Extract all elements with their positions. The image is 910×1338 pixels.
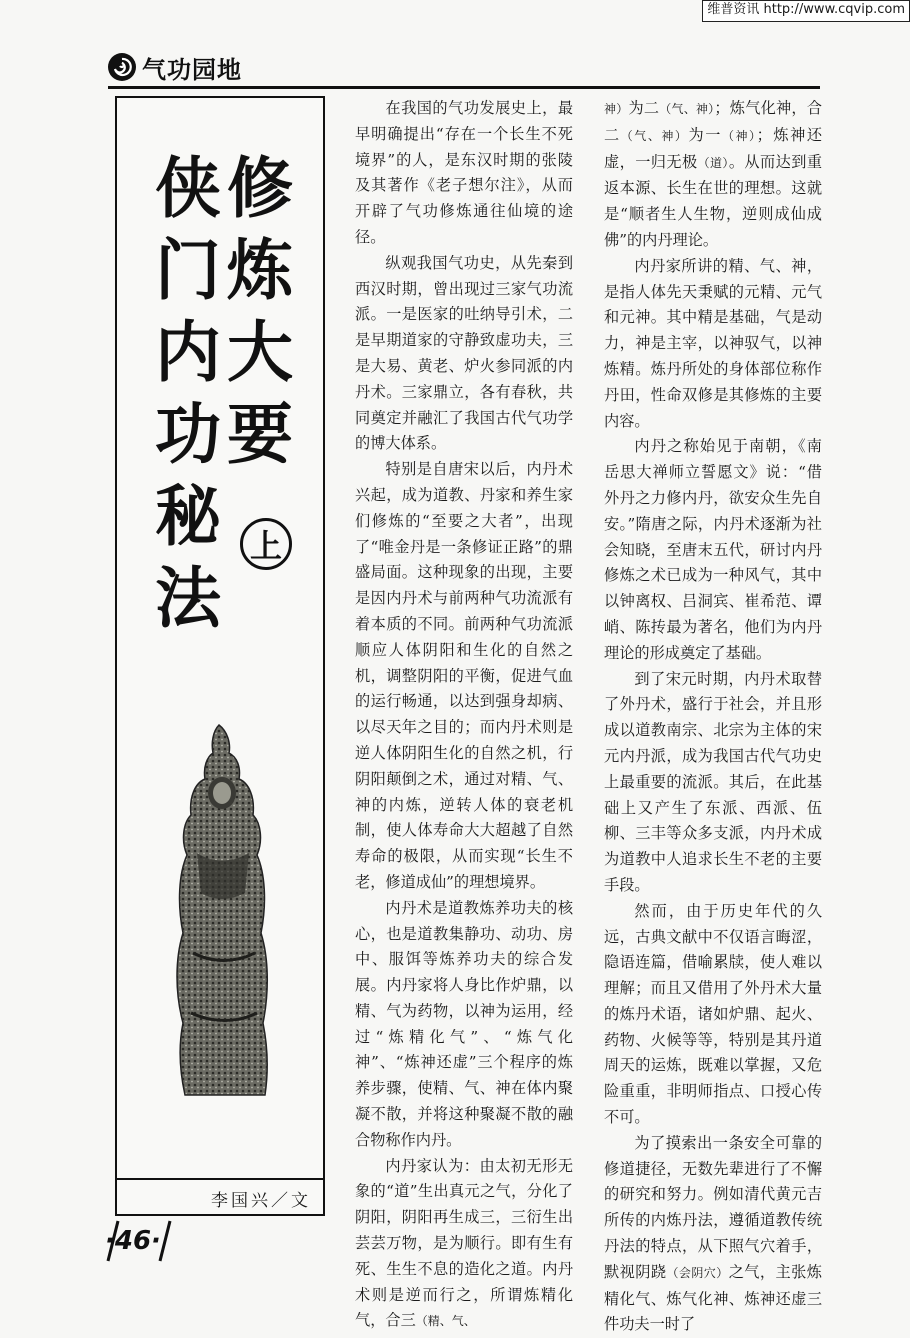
paragraph: 特别是自唐宋以后，内丹术兴起，成为道教、丹家和养生家们修炼的“至要之大者”，出现了“唯金丹是一条修证正路”的鼎盛局面。这种现象的出现，主要是因内丹术与前两种气功流派有着本质的不同。前两种气功流派顺应人体阴阳和生化的自然之机，调整阴阳的平衡，促进气血的运行畅通，以达到强身却病、以尽天年之目的；而内丹术则是逆人体阴阳生化的自然之机，行阴阳颠倒之术，通过对精、气、神的内炼，逆转人体的衰老机制，使人体寿命大大超越了自然寿命的极限，从而实现“长生不老，修道成仙”的理想境界。: [355, 460, 573, 891]
text-run: 内丹家认为：由太初无形无象的“道”生出真元之气，分化了阴阳，阴阳再生成三，三衍生出芸芸万物，是为顺行。即有生有死、生生不息的造化之道。内丹术则是逆而行之，所谓炼精化气，合三: [355, 1156, 573, 1330]
taoist-statue-image: [157, 723, 287, 1098]
title-char: 法: [155, 560, 221, 637]
annotation: （气、神）: [659, 102, 715, 116]
paragraph: 在我国的气功发展史上，最早明确提出“存在一个长生不死境界”的人，是东汉时期的张陵及其著作《老子想尔注》，从而开辟了气功修炼通往仙境的途径。: [355, 99, 573, 246]
body-column-1: [355, 96, 573, 1335]
annotation: （精、气、: [415, 1314, 476, 1329]
part-badge: 上: [240, 518, 292, 570]
title-char: 门: [155, 232, 221, 309]
text-run: 为二: [628, 99, 660, 117]
qigong-logo-icon: [108, 53, 136, 81]
paragraph-continued: [604, 96, 822, 254]
paragraph: [355, 1154, 573, 1336]
paragraph: [604, 1131, 822, 1338]
header-rule: [108, 86, 820, 89]
body-column-2: [604, 96, 822, 1338]
title-column-left: [155, 148, 221, 640]
annotation: 神）: [604, 102, 629, 116]
text-run: 为一: [688, 125, 722, 144]
text-run: 。从而达到重返本源、长生在世的理想。这就是“顺者生人生物，逆则成仙成佛”的内丹理论。: [604, 152, 823, 249]
annotation: （会阴穴）: [666, 1265, 729, 1280]
paragraph: 内丹之称始见于南朝，《南岳思大禅师立誓愿文》说：“借外丹之力修内丹，欲安众生先自安。”隋唐之际，内丹术逐渐为社会知晓，至唐末五代，研讨内丹修炼之术已成为一种风气，其中以钟离权、吕洞宾、崔希范、谭峭、陈抟最为著名，他们为内丹理论的形成奠定了基础。: [604, 437, 822, 662]
paragraph: 纵观我国气功史，从先秦到西汉时期，曾出现过三家气功流派。一是医家的吐纳导引术，二是早期道家的守静致虚功夫，三是大易、黄老、炉火参同派的内丹术。三家鼎立，各有春秋，共同奠定并融汇了我国古代气功学的博大体系。: [355, 253, 573, 453]
paragraph: 到了宋元时期，内丹术取替了外丹术，盛行于社会，并且形成以道教南宗、北宗为主体的宋元内丹派，成为我国古代气功史上最重要的流派。其后，在此基础上又产生了东派、西派、伍柳、三丰等众多支派，内丹术成为道教中人追求长生不老的主要手段。: [604, 669, 822, 894]
text-run: 之气，主张炼精化气、炼气化神、炼神还虚三件功夫一时了: [604, 1262, 822, 1334]
title-column-right: [227, 148, 293, 476]
section-title: 气功园地: [142, 55, 242, 84]
text-run: ；炼神还虚，一归无极: [604, 125, 822, 171]
title-char: 侠: [155, 150, 221, 227]
author-byline: 李国兴／文: [211, 1191, 311, 1211]
title-char: 大: [227, 314, 293, 391]
annotation: （道）: [697, 155, 729, 170]
title-char: 修: [227, 150, 293, 227]
annotation: （气、神）: [620, 128, 689, 143]
title-panel: [115, 96, 325, 1216]
title-char: 炼: [227, 232, 293, 309]
title-char: 要: [227, 396, 293, 473]
title-char: 内: [155, 314, 221, 391]
annotation: （神）: [721, 128, 757, 143]
source-watermark: 维普资讯 http://www.cqvip.com: [702, 0, 910, 22]
paragraph: 内丹术是道教炼养功夫的核心，也是道教集静功、动功、房中、服饵等炼养功夫的综合发展。内丹家将人身比作炉鼎，以精、气为药物，以神为运用，经过“炼精化气”、“炼气化神”、“炼神还虚”三个程序的炼养步骤，使精、气、神在体内聚凝不散，并将这种聚凝不散的融合物称作内丹。: [355, 898, 573, 1149]
section-header: [108, 50, 242, 84]
title-char: 秘: [155, 478, 221, 555]
swirl-icon: [112, 57, 132, 77]
paragraph: 然而，由于历史年代的久远，古典文献中不仅语言晦涩，隐语连篇，借喻累牍，使人难以理解；而且又借用了外丹术大量的炼丹术语，诸如炉鼎、起火、药物、火候等等，特别是其丹道周天的运炼，既难以掌握，又危险重重，非明师指点、口授心传不可。: [604, 901, 822, 1127]
byline-rule: [117, 1178, 323, 1180]
text-run: ；炼气化神，合二: [604, 99, 822, 144]
paragraph: 内丹家所讲的精、气、神，是指人体先天秉赋的元精、元气和元神。其中精是基础，气是动力，神是主宰，以神驭气，以神炼精。炼丹所处的身体部位称作丹田，性命双修是其修炼的主要内容。: [604, 256, 822, 430]
title-char: 功: [155, 396, 221, 473]
text-run: 为了摸索出一条安全可靠的修道捷径，无数先辈进行了不懈的研究和努力。例如清代黄元吉所传的内炼丹法，遵循道教传统丹法的特点，从下照气穴着手，默视阴跷: [604, 1133, 822, 1281]
page-number: ·46·: [105, 1226, 161, 1256]
